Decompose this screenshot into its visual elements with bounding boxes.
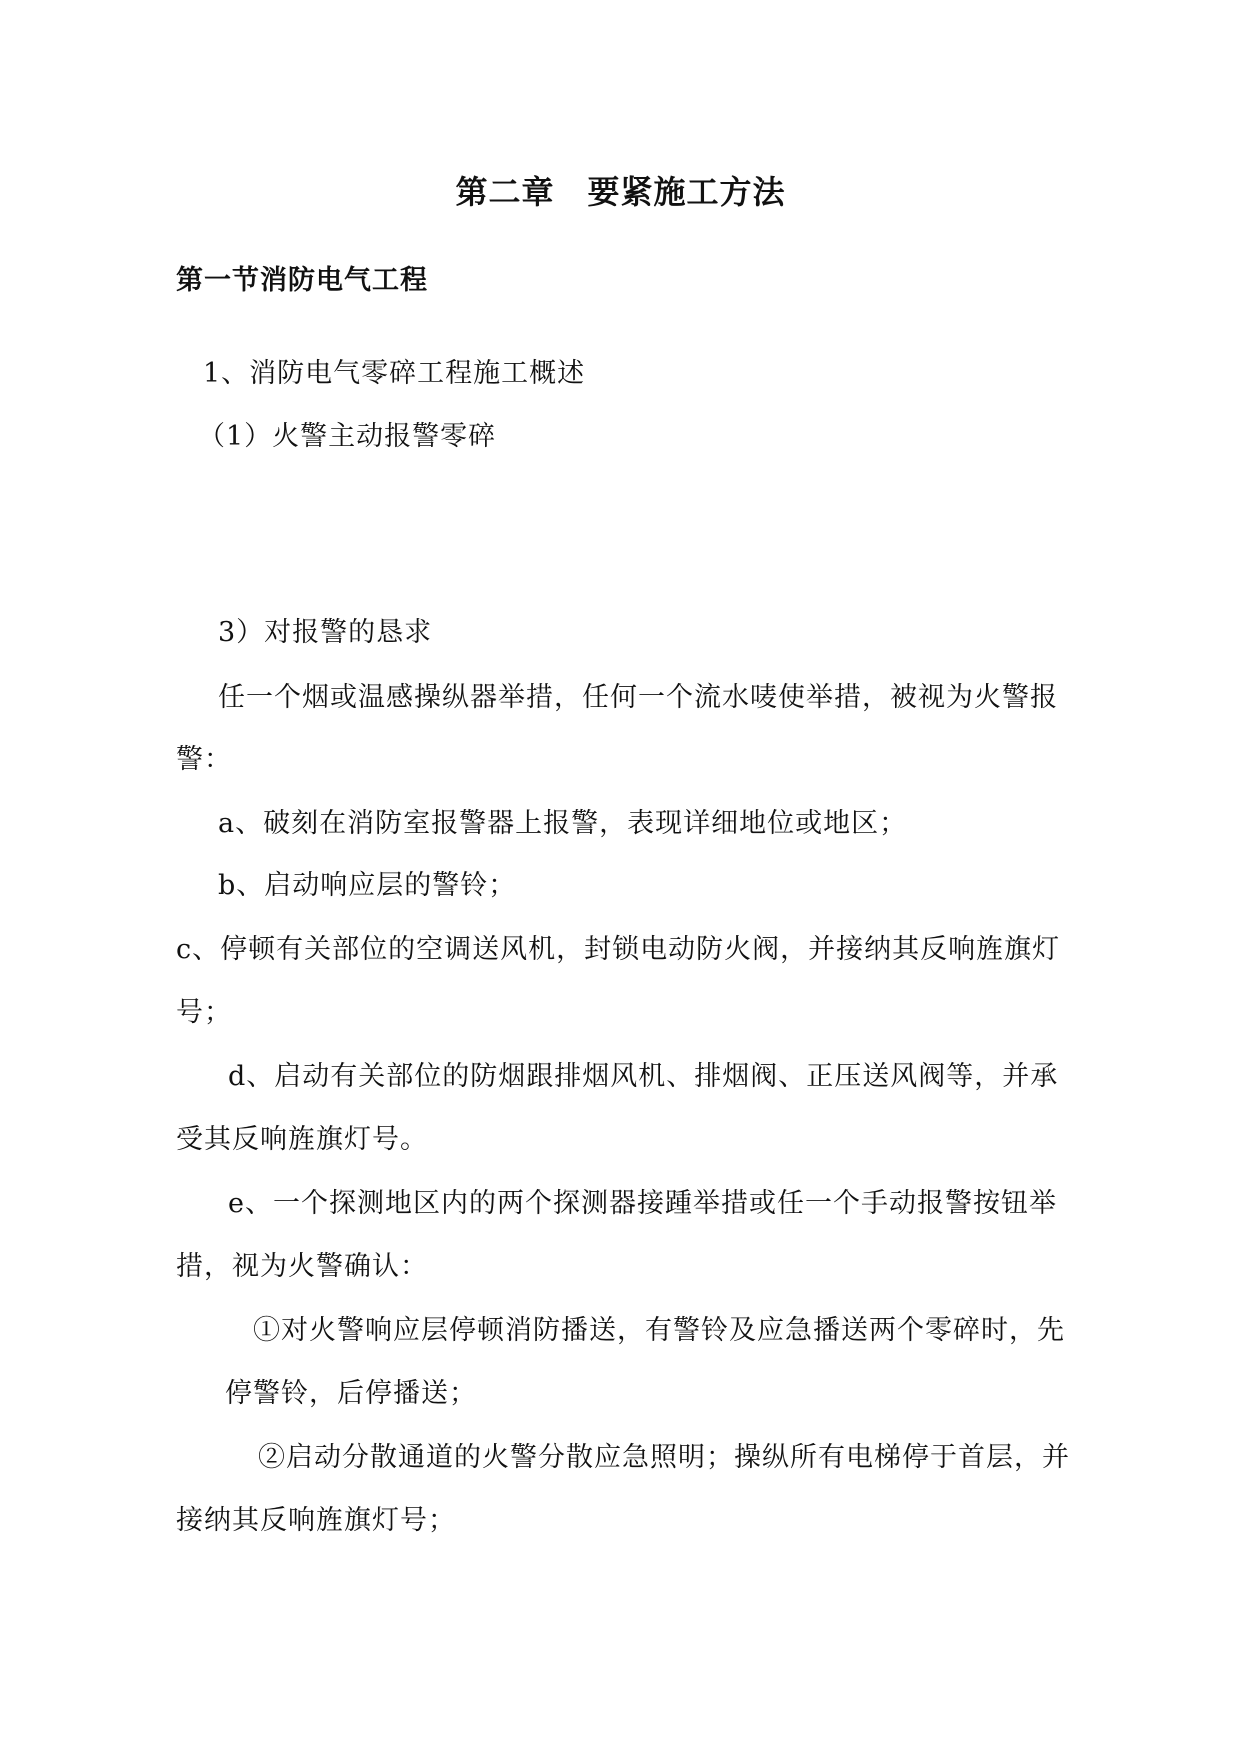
sub-item-2-line1: ②启动分散通道的火警分散应急照明；操纵所有电梯停于首层，并: [258, 1442, 1070, 1473]
sub-item-2-line2: 接纳其反响旌旗灯号；: [176, 1505, 456, 1536]
list-item-c-line1: c、停顿有关部位的空调送风机，封锁电动防火阀，并接纳其反响旌旗灯: [176, 934, 1061, 965]
list-item-d-line1: d、启动有关部位的防烟跟排烟风机、排烟阀、正压送风阀等，并承: [228, 1061, 1059, 1092]
sub-item-1-line2: 停警铃，后停播送；: [225, 1378, 477, 1409]
subheading-overview: 1、消防电气零碎工程施工概述: [203, 358, 586, 389]
subheading-fire-alarm-system: （1）火警主动报警零碎: [198, 421, 497, 452]
list-item-c-line2: 号；: [176, 997, 232, 1028]
item-alarm-requirements: 3）对报警的恳求: [218, 617, 433, 648]
chapter-title: 第二章 要紧施工方法: [455, 173, 786, 211]
section-title: 第一节消防电气工程: [176, 265, 428, 296]
paragraph-intro-line1: 任一个烟或温感操纵器举措，任何一个流水唛使举措，被视为火警报: [218, 682, 1058, 713]
list-item-d-line2: 受其反响旌旗灯号。: [176, 1124, 428, 1155]
list-item-a: a、破刻在消防室报警器上报警，表现详细地位或地区；: [218, 808, 908, 839]
paragraph-intro-line2: 警：: [176, 744, 232, 775]
list-item-b: b、启动响应层的警铃；: [218, 870, 517, 901]
list-item-e-line2: 措，视为火警确认：: [176, 1251, 428, 1282]
list-item-e-line1: e、一个探测地区内的两个探测器接踵举措或任一个手动报警按钮举: [228, 1188, 1057, 1219]
sub-item-1-line1: ①对火警响应层停顿消防播送，有警铃及应急播送两个零碎时，先: [253, 1315, 1065, 1346]
